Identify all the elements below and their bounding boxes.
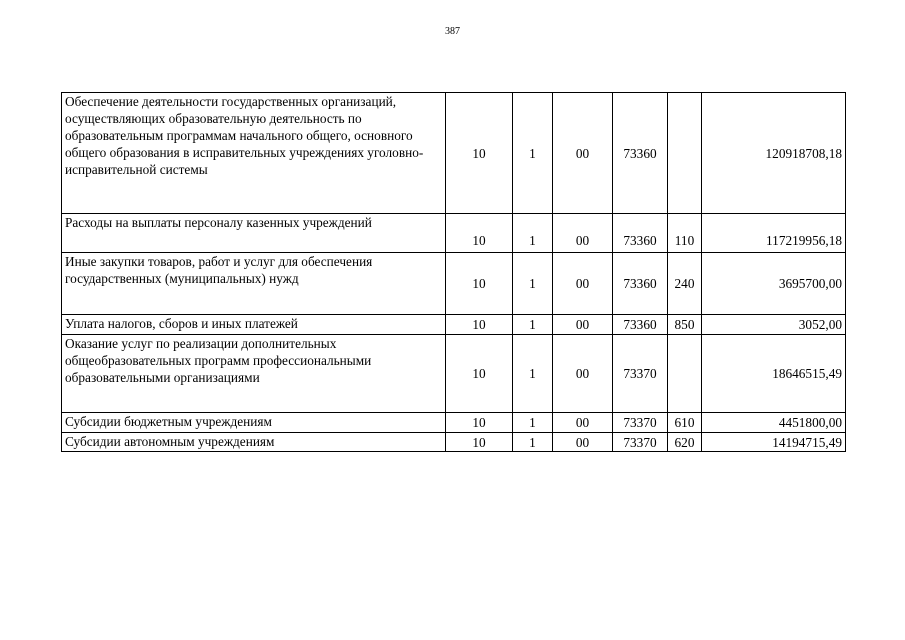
expense-type-code	[668, 93, 702, 214]
amount: 120918708,18	[702, 93, 846, 214]
article-code: 73360	[613, 93, 668, 214]
section-code: 10	[446, 214, 513, 253]
subsection-code: 1	[513, 315, 553, 335]
table-row	[62, 214, 846, 253]
section-code: 10	[446, 413, 513, 433]
subsection-code: 1	[513, 253, 553, 315]
row-name: Уплата налогов, сборов и иных платежей	[62, 315, 446, 335]
article-code: 73370	[613, 433, 668, 452]
subsection-code: 1	[513, 335, 553, 413]
article-code: 73360	[613, 253, 668, 315]
section-code: 10	[446, 315, 513, 335]
article-code: 73360	[613, 214, 668, 253]
table-row	[62, 433, 846, 452]
amount: 3695700,00	[702, 253, 846, 315]
subsection-code: 1	[513, 413, 553, 433]
amount: 4451800,00	[702, 413, 846, 433]
expense-type-code: 850	[668, 315, 702, 335]
program-code: 00	[553, 433, 613, 452]
program-code: 00	[553, 315, 613, 335]
section-code: 10	[446, 433, 513, 452]
program-code: 00	[553, 253, 613, 315]
subsection-code: 1	[513, 93, 553, 214]
expense-type-code	[668, 335, 702, 413]
row-name: Оказание услуг по реализации дополнительных общеобразовательных программ профессиональными образовательными организациями	[62, 335, 446, 413]
expense-type-code: 620	[668, 433, 702, 452]
program-code: 00	[553, 413, 613, 433]
expense-type-code: 110	[668, 214, 702, 253]
section-code: 10	[446, 335, 513, 413]
article-code: 73370	[613, 335, 668, 413]
expense-type-code: 610	[668, 413, 702, 433]
page-number: 387	[445, 26, 460, 37]
row-name: Субсидии бюджетным учреждениям	[62, 413, 446, 433]
amount: 3052,00	[702, 315, 846, 335]
expense-type-code: 240	[668, 253, 702, 315]
program-code: 00	[553, 214, 613, 253]
amount: 117219956,18	[702, 214, 846, 253]
article-code: 73360	[613, 315, 668, 335]
article-code: 73370	[613, 413, 668, 433]
budget-table	[61, 92, 846, 452]
row-name: Обеспечение деятельности государственных организаций, осуществляющих образовательную деятельность по образовательным программам начального общего, основного общего образования в исправительных учреждениях уголовно-исправительной системы	[62, 93, 446, 214]
table-row	[62, 413, 846, 433]
row-name: Расходы на выплаты персоналу казенных учреждений	[62, 214, 446, 253]
amount: 14194715,49	[702, 433, 846, 452]
subsection-code: 1	[513, 433, 553, 452]
table-row	[62, 335, 846, 413]
section-code: 10	[446, 93, 513, 214]
program-code: 00	[553, 93, 613, 214]
program-code: 00	[553, 335, 613, 413]
row-name: Субсидии автономным учреждениям	[62, 433, 446, 452]
table-row	[62, 253, 846, 315]
row-name: Иные закупки товаров, работ и услуг для обеспечения государственных (муниципальных) нужд	[62, 253, 446, 315]
amount: 18646515,49	[702, 335, 846, 413]
table-row	[62, 93, 846, 214]
section-code: 10	[446, 253, 513, 315]
subsection-code: 1	[513, 214, 553, 253]
table-row	[62, 315, 846, 335]
